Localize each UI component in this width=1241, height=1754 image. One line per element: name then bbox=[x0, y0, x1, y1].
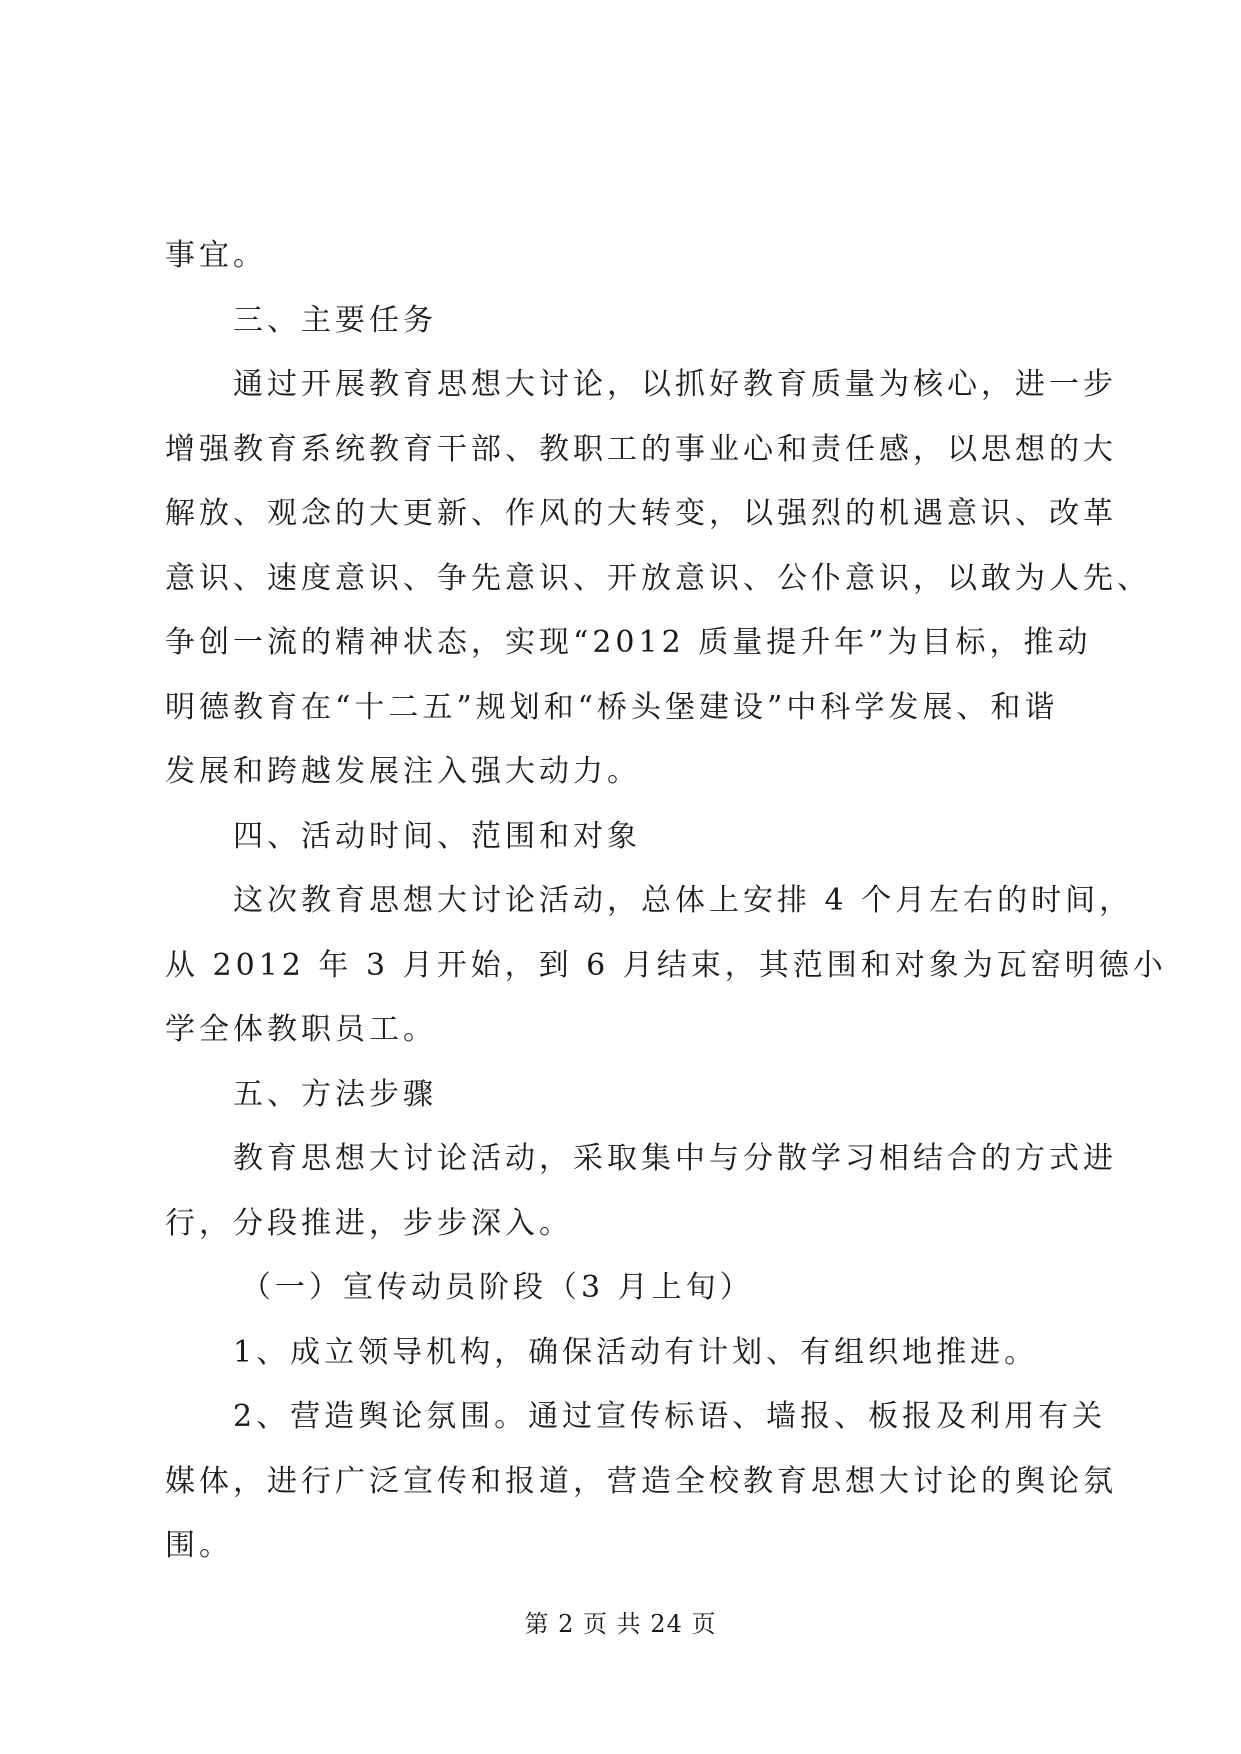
text-line: 明德教育在“十二五”规划和“桥头堡建设”中科学发展、和谐 bbox=[165, 689, 1059, 725]
text-line: 从 2012 年 3 月开始，到 6 月结束，其范围和对象为瓦窑明德小 bbox=[165, 947, 1167, 983]
text-line: 学全体教职员工。 bbox=[165, 1012, 437, 1047]
subsection-heading: （一）宣传动员阶段（3 月上旬） bbox=[241, 1270, 754, 1305]
section-heading: 三、主要任务 bbox=[233, 302, 437, 338]
page-number: 第 2 页 共 24 页 bbox=[524, 1610, 717, 1638]
text-line: 这次教育思想大讨论活动，总体上安排 4 个月左右的时间， bbox=[233, 883, 1134, 918]
text-line: 解放、观念的大更新、作风的大转变，以强烈的机遇意识、改革 bbox=[165, 496, 1117, 531]
text-line: 媒体，进行广泛宣传和报道，营造全校教育思想大讨论的舆论氛 bbox=[165, 1463, 1117, 1499]
text-line: 争创一流的精神状态，实现“2012 质量提升年”为目标，推动 bbox=[165, 625, 1092, 660]
page-footer bbox=[0, 1604, 1241, 1639]
text-line: 意识、速度意识、争先意识、开放意识、公仆意识，以敢为人先、 bbox=[165, 560, 1151, 596]
text-line: 行，分段推进，步步深入。 bbox=[165, 1205, 573, 1241]
text-line: 通过开展教育思想大讨论，以抓好教育质量为核心，进一步 bbox=[233, 367, 1117, 402]
text-line: 事宜。 bbox=[165, 238, 267, 273]
section-heading: 五、方法步骤 bbox=[233, 1076, 437, 1112]
list-item: 2、营造舆论氛围。通过宣传标语、墙报、板报及利用有关 bbox=[233, 1399, 1107, 1434]
text-line: 教育思想大讨论活动，采取集中与分散学习相结合的方式进 bbox=[233, 1141, 1117, 1176]
text-line: 发展和跨越发展注入强大动力。 bbox=[165, 754, 641, 789]
body-text bbox=[165, 224, 1167, 1579]
section-heading: 四、活动时间、范围和对象 bbox=[233, 818, 641, 854]
list-item: 1、成立领导机构，确保活动有计划、有组织地推进。 bbox=[233, 1334, 1039, 1370]
text-line: 围。 bbox=[165, 1528, 233, 1563]
text-line: 增强教育系统教育干部、教职工的事业心和责任感，以思想的大 bbox=[165, 431, 1117, 467]
